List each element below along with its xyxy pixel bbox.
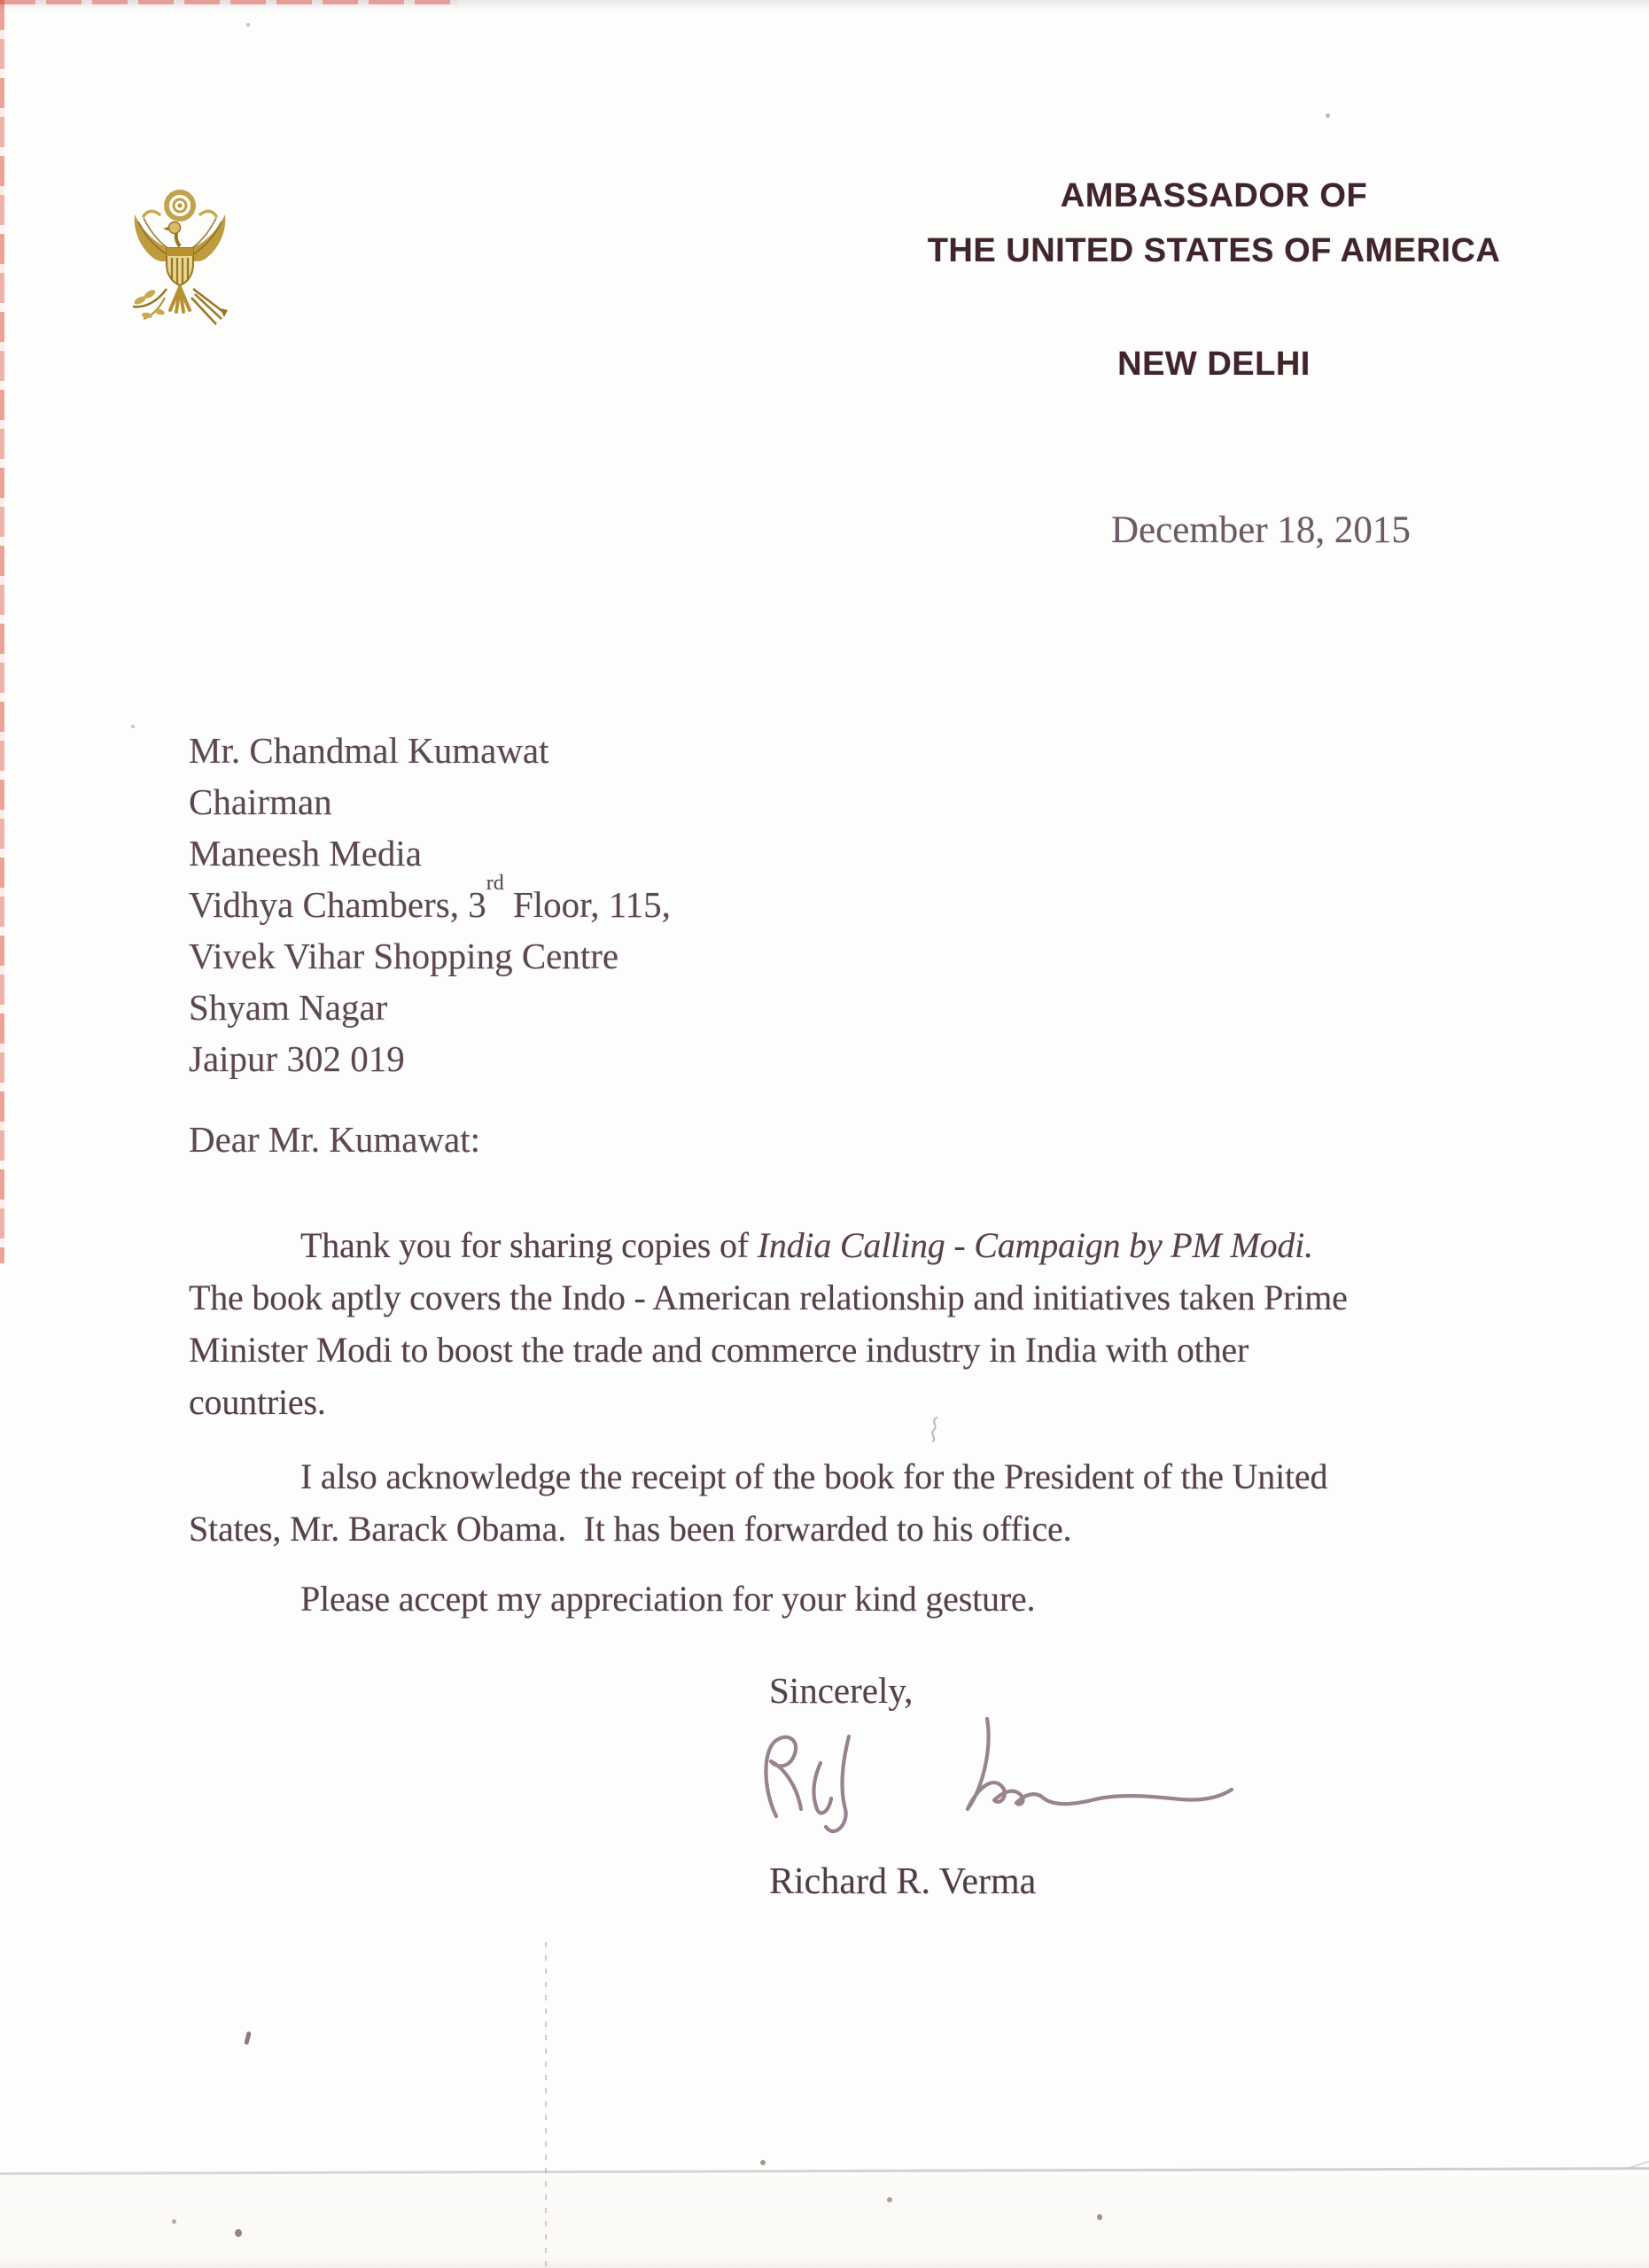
paper-fold-crease-horizontal (0, 2167, 1649, 2174)
scan-speck (172, 2219, 176, 2224)
letterhead (904, 168, 1524, 392)
recipient-name: Mr. Chandmal Kumawat (189, 730, 549, 771)
p1-line1-regular: Thank you for sharing copies of (300, 1225, 758, 1265)
recipient-address-2: Vivek Vihar Shopping Centre (189, 936, 619, 976)
handwritten-signature (746, 1710, 1242, 1852)
address-line4-pre: Vidhya Chambers, 3 (189, 884, 486, 925)
body-paragraph-1 (189, 1219, 1571, 1428)
paragraph-line: States, Mr. Barack Obama. It has been forwarded to his office. (189, 1509, 1072, 1549)
sender-name: Richard R. Verma (769, 1861, 1037, 1902)
letter-date: December 18, 2015 (1111, 509, 1411, 551)
recipient-address-4: Jaipur 302 019 (189, 1038, 405, 1079)
letterhead-city: NEW DELHI (1117, 346, 1311, 383)
body-paragraph-2 (189, 1450, 1571, 1555)
paragraph-line: The book aptly covers the Indo - American relationship and initiatives taken Prime (189, 1278, 1348, 1317)
valediction: Sincerely, (769, 1670, 914, 1711)
recipient-address-1 (189, 872, 671, 930)
scan-speck (887, 2197, 892, 2202)
salutation: Dear Mr. Kumawat: (189, 1119, 481, 1160)
paper-fold-crease-vertical (545, 1942, 547, 2268)
p1-line1-book-title: India Calling - Campaign by PM Modi. (757, 1225, 1313, 1265)
paragraph-line: countries. (189, 1382, 326, 1422)
scan-speck (246, 23, 250, 27)
address-line4-ordinal: rd (486, 872, 504, 896)
letterhead-line1: AMBASSADOR OF (1060, 177, 1368, 214)
recipient-title: Chairman (189, 781, 332, 822)
paragraph-line: Please accept my appreciation for your kind gesture. (300, 1579, 1036, 1619)
scan-speck (760, 2160, 766, 2165)
scan-speck (131, 725, 135, 728)
scan-speck (1326, 113, 1330, 118)
scan-edge-artifact-left (0, 0, 4, 1263)
pen-squiggle-artifact (927, 1416, 943, 1444)
recipient-address-3: Shyam Nagar (189, 987, 388, 1028)
scan-speck (235, 2229, 242, 2237)
letterhead-line2: THE UNITED STATES OF AMERICA (927, 232, 1501, 269)
paragraph-line: I also acknowledge the receipt of the book for the President of the United (300, 1456, 1328, 1496)
paragraph-line: Minister Modi to boost the trade and commerce industry in India with other (189, 1330, 1249, 1370)
scan-edge-artifact-top (0, 0, 457, 4)
recipient-address-block (189, 725, 671, 1084)
scan-speck (1097, 2214, 1102, 2220)
great-seal-eagle-icon (121, 184, 239, 338)
paragraph-line (189, 1219, 1571, 1271)
recipient-company: Maneesh Media (189, 833, 422, 874)
scan-bottom-tint (0, 2175, 1649, 2268)
address-line4-post: Floor, 115, (503, 884, 671, 925)
body-paragraph-3 (189, 1573, 1571, 1625)
scan-speck (244, 2031, 251, 2046)
